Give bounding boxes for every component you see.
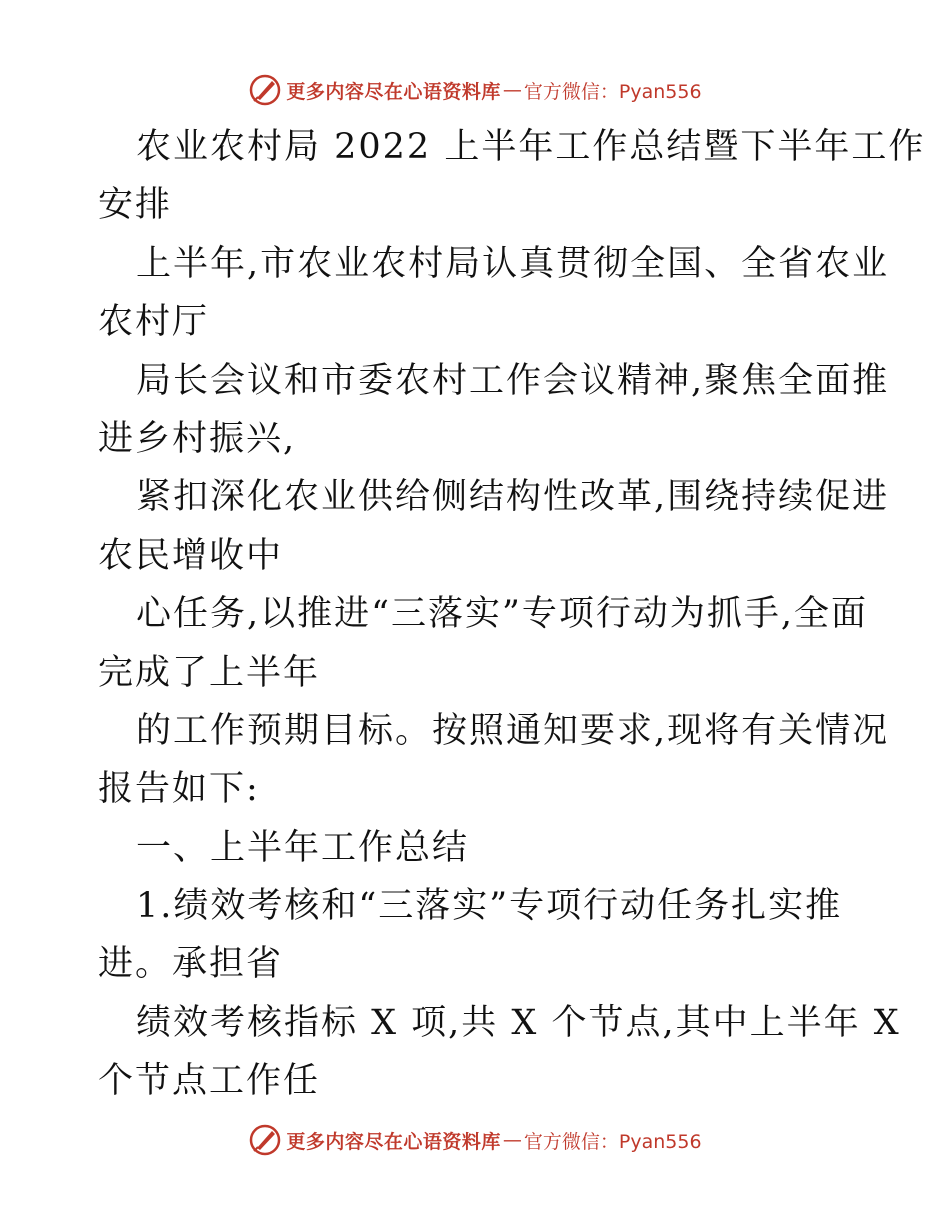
- doc-line: 紧扣深化农业供给侧结构性改革,围绕持续促进: [136, 477, 890, 518]
- doc-title-line-2: 安排: [98, 185, 173, 226]
- section-heading: 一、上半年工作总结: [136, 827, 470, 868]
- banner-dash: —: [502, 1129, 522, 1151]
- doc-line: 的工作预期目标。按照通知要求,现将有关情况: [136, 710, 890, 751]
- banner-text: 更多内容尽在心语资料库: [286, 1130, 501, 1153]
- doc-line: 进乡村振兴,: [98, 418, 297, 459]
- doc-line: 个节点工作任: [98, 1061, 321, 1102]
- doc-line: 完成了上半年: [98, 652, 321, 693]
- doc-line: 心任务,以推进“三落实”专项行动为抓手,全面: [136, 594, 869, 635]
- quill-pen-logo-icon: [248, 73, 282, 107]
- doc-line: 1.绩效考核和“三落实”专项行动任务扎实推: [136, 886, 843, 927]
- doc-line: 绩效考核指标 X 项,共 X 个节点,其中上半年 X: [136, 1002, 901, 1043]
- doc-line: 进。承担省: [98, 944, 284, 985]
- banner-dash: —: [502, 79, 522, 101]
- banner-contact: 官方微信：Pyan556: [523, 80, 702, 103]
- doc-line: 报告如下:: [98, 769, 260, 810]
- doc-line: 上半年,市农业农村局认真贯彻全国、全省农业: [136, 243, 890, 284]
- doc-line: 农村厅: [98, 302, 210, 343]
- doc-line: 农民增收中: [98, 535, 284, 576]
- footer-watermark-banner: [0, 1120, 950, 1160]
- quill-pen-logo-icon: [248, 1123, 282, 1157]
- banner-text: 更多内容尽在心语资料库: [286, 80, 501, 103]
- doc-line: 局长会议和市委农村工作会议精神,聚焦全面推: [136, 360, 890, 401]
- document-body: [98, 118, 926, 1111]
- doc-title-line-1: 农业农村局 2022 上半年工作总结暨下半年工作: [136, 127, 926, 167]
- header-watermark-banner: [0, 70, 950, 110]
- banner-contact: 官方微信：Pyan556: [523, 1130, 702, 1153]
